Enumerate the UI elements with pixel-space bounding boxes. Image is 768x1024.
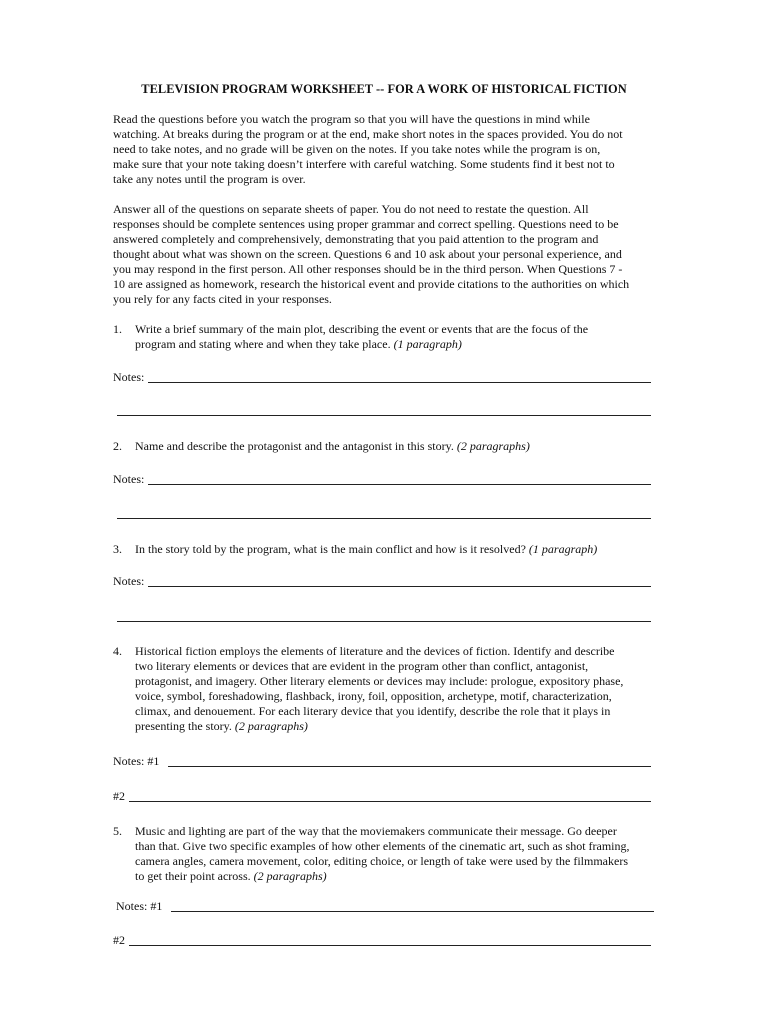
notes-answer-line[interactable]: [148, 382, 651, 383]
intro-line: make sure that your note taking doesn’t interfere with careful watching. Some students find it best not to: [113, 157, 615, 171]
question-line: voice, symbol, foreshadowing, flashback, irony, foil, opposition, archetype, motif, characterization,: [135, 689, 612, 703]
notes-label-2: #2: [113, 789, 125, 803]
question-line: [135, 439, 660, 454]
question-line: Music and lighting are part of the way that the moviemakers communicate their message. Go deeper: [135, 824, 617, 838]
worksheet-title: TELEVISION PROGRAM WORKSHEET -- FOR A WORK OF HISTORICAL FICTION: [141, 82, 627, 96]
notes-label: Notes:: [113, 574, 145, 588]
question-line: two literary elements or devices that are evident in the program other than conflict, antagonist,: [135, 659, 589, 673]
question-3-number: 3.: [113, 542, 122, 556]
question-line-text: Name and describe the protagonist and the antagonist in this story.: [135, 439, 454, 453]
question-3-text: [135, 542, 660, 557]
question-4-text: [135, 644, 660, 734]
question-5-length: (2 paragraphs): [253, 869, 327, 883]
question-line-text: program and stating where and when they take place.: [135, 337, 391, 351]
question-line-text: presenting the story.: [135, 719, 232, 733]
intro-paragraph: [113, 112, 658, 187]
question-2-length: (2 paragraphs): [456, 439, 530, 453]
question-5-text: [135, 824, 660, 884]
instructions-line: 10 are assigned as homework, research the historical event and provide citations to the authorities on which: [113, 277, 630, 291]
question-2-notes-row: [113, 472, 144, 488]
notes-label-2: #2: [113, 933, 125, 947]
notes-answer-line[interactable]: [148, 484, 651, 485]
notes-label: Notes:: [113, 370, 145, 384]
instructions-line: answered completely and comprehensively, demonstrating that you paid attention to the program and: [113, 232, 599, 246]
question-line: [135, 542, 660, 557]
question-line: [135, 869, 660, 884]
intro-line: take any notes until the program is over.: [113, 172, 306, 186]
question-1-length: (1 paragraph): [393, 337, 462, 351]
question-4-notes-row: [113, 754, 159, 770]
notes-label: Notes: #1: [113, 754, 160, 768]
notes-answer-line[interactable]: [129, 945, 651, 946]
notes-answer-line[interactable]: [171, 911, 654, 912]
question-1-number: 1.: [113, 322, 122, 336]
question-2-number: 2.: [113, 439, 122, 453]
notes-answer-line[interactable]: [117, 621, 651, 622]
question-1-text: [135, 322, 660, 352]
intro-line: need to take notes, and no grade will be given on the notes. If you take notes while the program is on,: [113, 142, 601, 156]
intro-line: Read the questions before you watch the program so that you will have the questions in mind while: [113, 112, 590, 126]
question-line: Write a brief summary of the main plot, describing the event or events that are the focus of the: [135, 322, 589, 336]
question-5-notes-row: [116, 899, 162, 915]
question-line: than that. Give two specific examples of how other elements of the cinematic art, such as shot framing,: [135, 839, 630, 853]
instructions-paragraph: [113, 202, 658, 307]
question-5-number: 5.: [113, 824, 122, 838]
question-4-length: (2 paragraphs): [234, 719, 308, 733]
question-line: Historical fiction employs the elements of literature and the devices of fiction. Identify and describe: [135, 644, 615, 658]
instructions-line: responses should be complete sentences using proper grammar and correct spelling. Questions need to be: [113, 217, 619, 231]
instructions-line: Answer all of the questions on separate sheets of paper. You do not need to restate the question. All: [113, 202, 589, 216]
question-3-notes-row: [113, 574, 144, 590]
notes-answer-line[interactable]: [117, 415, 651, 416]
question-line: [135, 719, 660, 734]
question-line: [135, 337, 660, 352]
instructions-line: you rely for any facts cited in your responses.: [113, 292, 332, 306]
question-line-text: In the story told by the program, what is the main conflict and how is it resolved?: [135, 542, 526, 556]
question-5-notes-row-2: [113, 933, 125, 949]
question-line: protagonist, and imagery. Other literary elements or devices may include: prologue, expository phase,: [135, 674, 624, 688]
notes-answer-line[interactable]: [148, 586, 651, 587]
notes-answer-line[interactable]: [168, 766, 651, 767]
notes-label: Notes:: [113, 472, 145, 486]
intro-line: watching. At breaks during the program or at the end, make short notes in the spaces provided. You do not: [113, 127, 623, 141]
notes-answer-line[interactable]: [129, 801, 651, 802]
question-1-notes-row: [113, 370, 144, 386]
instructions-line: thought about what was shown on the screen. Questions 6 and 10 ask about your personal experience, and: [113, 247, 622, 261]
question-4-number: 4.: [113, 644, 122, 658]
question-line: climax, and denouement. For each literary device that you identify, describe the role that it plays in: [135, 704, 611, 718]
question-2-text: [135, 439, 660, 454]
question-line: camera angles, camera movement, color, editing choice, or length of take were used by the filmmakers: [135, 854, 628, 868]
question-line-text: to get their point across.: [135, 869, 251, 883]
question-3-length: (1 paragraph): [528, 542, 598, 556]
instructions-line: you may respond in the first person. All other responses should be in the third person. When Questions 7 -: [113, 262, 623, 276]
notes-label: Notes: #1: [116, 899, 163, 913]
notes-answer-line[interactable]: [117, 518, 651, 519]
question-4-notes-row-2: [113, 789, 125, 805]
